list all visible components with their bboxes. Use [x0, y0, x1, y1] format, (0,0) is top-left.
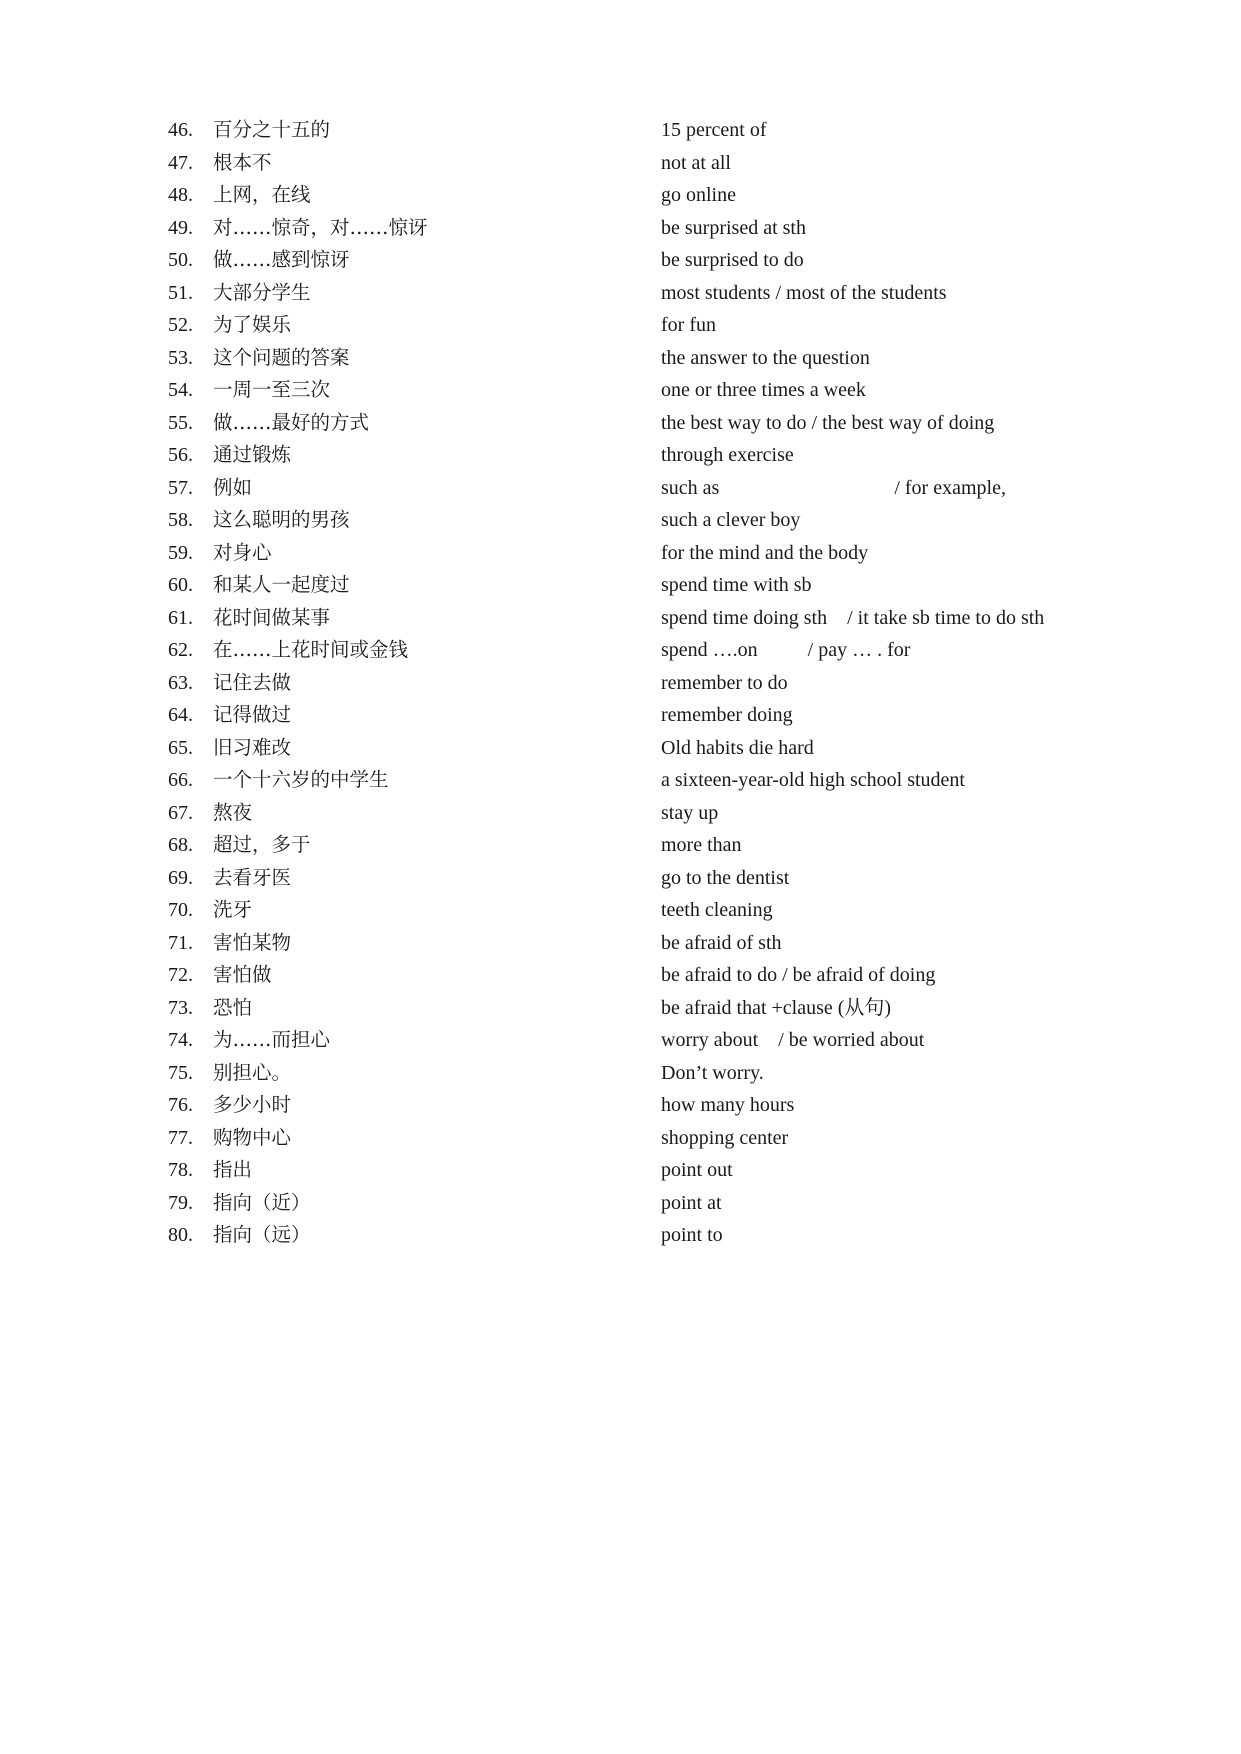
vocabulary-list	[168, 114, 1168, 1252]
chinese-phrase: 例如	[213, 475, 253, 499]
entry-number: 47.	[168, 151, 193, 174]
english-phrase: teeth cleaning	[661, 899, 773, 921]
english-phrase: point out	[661, 1159, 733, 1181]
chinese-phrase: 大部分学生	[213, 280, 311, 304]
vocab-entry	[168, 1154, 1168, 1187]
entry-number: 62.	[168, 639, 193, 661]
english-phrase: remember doing	[661, 704, 793, 726]
english-phrase: such a clever boy	[661, 509, 801, 531]
entry-number: 66.	[168, 769, 193, 791]
entry-number: 74.	[168, 1029, 193, 1051]
entry-number: 63.	[168, 671, 193, 694]
vocab-entry	[168, 114, 1168, 147]
english-phrase: be afraid that +clause (从句)	[661, 996, 892, 1019]
vocab-entry	[168, 147, 1168, 180]
entry-number: 70.	[168, 899, 193, 921]
entry-number: 53.	[168, 346, 193, 369]
vocab-entry	[168, 959, 1168, 992]
chinese-phrase: 记住去做	[213, 670, 292, 694]
english-phrase: go online	[661, 184, 736, 206]
vocab-entry	[168, 667, 1168, 700]
entry-number: 54.	[168, 379, 193, 401]
english-phrase: such as / for example,	[661, 476, 1006, 499]
chinese-phrase: 花时间做某事	[213, 605, 331, 629]
english-phrase: be surprised at sth	[661, 216, 806, 239]
english-phrase: go to the dentist	[661, 866, 790, 889]
entry-number: 55.	[168, 411, 193, 434]
english-phrase: through exercise	[661, 444, 794, 466]
vocab-entry	[168, 764, 1168, 797]
vocab-entry	[168, 1089, 1168, 1122]
vocab-entry	[168, 407, 1168, 440]
chinese-phrase: 旧习难改	[213, 735, 292, 759]
chinese-phrase: 去看牙医	[213, 865, 292, 889]
chinese-phrase: 做……感到惊讶	[213, 248, 350, 271]
vocab-entry	[168, 992, 1168, 1025]
vocab-entry	[168, 504, 1168, 537]
chinese-phrase: 在……上花时间或金钱	[213, 638, 409, 661]
english-phrase: one or three times a week	[661, 379, 866, 401]
entry-number: 48.	[168, 184, 193, 206]
english-phrase: shopping center	[661, 1126, 789, 1149]
vocab-entry	[168, 342, 1168, 375]
vocab-entry	[168, 862, 1168, 895]
vocab-entry	[168, 1057, 1168, 1090]
entry-number: 50.	[168, 249, 193, 271]
entry-number: 79.	[168, 1191, 193, 1214]
chinese-phrase: 百分之十五的	[213, 118, 331, 141]
vocab-entry	[168, 829, 1168, 862]
vocab-entry	[168, 1187, 1168, 1220]
chinese-phrase: 购物中心	[213, 1125, 292, 1149]
entry-number: 69.	[168, 866, 193, 889]
vocab-entry	[168, 537, 1168, 570]
chinese-phrase: 指出	[213, 1158, 253, 1181]
chinese-phrase: 和某人一起度过	[213, 573, 350, 596]
english-phrase: worry about / be worried about	[661, 1029, 925, 1051]
vocab-entry	[168, 212, 1168, 245]
english-phrase: for the mind and the body	[661, 541, 869, 564]
vocab-entry	[168, 179, 1168, 212]
entry-number: 49.	[168, 216, 193, 239]
vocab-entry	[168, 699, 1168, 732]
english-phrase: be surprised to do	[661, 249, 804, 271]
chinese-phrase: 上网，在线	[213, 183, 311, 206]
english-phrase: spend time doing sth / it take sb time to do sth	[661, 606, 1045, 629]
entry-number: 80.	[168, 1224, 193, 1246]
entry-number: 58.	[168, 509, 193, 531]
entry-number: 57.	[168, 476, 193, 499]
english-phrase: point to	[661, 1224, 723, 1246]
chinese-phrase: 这个问题的答案	[213, 345, 350, 369]
english-phrase: Old habits die hard	[661, 736, 814, 759]
chinese-phrase: 记得做过	[213, 703, 292, 726]
chinese-phrase: 为……而担心	[213, 1028, 331, 1051]
english-phrase: a sixteen-year-old high school student	[661, 769, 965, 791]
english-phrase: how many hours	[661, 1094, 795, 1116]
chinese-phrase: 一个十六岁的中学生	[213, 768, 389, 791]
chinese-phrase: 通过锻炼	[213, 443, 292, 466]
chinese-phrase: 对……惊奇，对……惊讶	[213, 215, 428, 239]
entry-number: 75.	[168, 1061, 193, 1084]
vocab-entry	[168, 569, 1168, 602]
vocab-entry	[168, 1219, 1168, 1252]
chinese-phrase: 指向（远）	[213, 1223, 311, 1246]
entry-number: 72.	[168, 964, 193, 986]
chinese-phrase: 超过，多于	[213, 833, 311, 856]
chinese-phrase: 熬夜	[213, 800, 253, 824]
english-phrase: the answer to the question	[661, 346, 870, 369]
english-phrase: remember to do	[661, 671, 788, 694]
vocab-entry	[168, 277, 1168, 310]
vocab-entry	[168, 439, 1168, 472]
chinese-phrase: 对身心	[213, 540, 272, 564]
chinese-phrase: 害怕做	[213, 963, 272, 986]
english-phrase: be afraid to do / be afraid of doing	[661, 964, 936, 986]
vocab-entry	[168, 1024, 1168, 1057]
chinese-phrase: 别担心。	[213, 1060, 292, 1084]
english-phrase: for fun	[661, 314, 716, 336]
english-phrase: be afraid of sth	[661, 931, 782, 954]
chinese-phrase: 洗牙	[213, 898, 253, 921]
chinese-phrase: 一周一至三次	[213, 378, 331, 401]
english-phrase: not at all	[661, 151, 731, 174]
english-phrase: point at	[661, 1191, 722, 1214]
entry-number: 64.	[168, 704, 193, 726]
vocab-entry	[168, 927, 1168, 960]
english-phrase: 15 percent of	[661, 119, 767, 141]
entry-number: 61.	[168, 606, 193, 629]
vocab-entry	[168, 374, 1168, 407]
chinese-phrase: 根本不	[213, 150, 272, 174]
entry-number: 73.	[168, 996, 193, 1019]
entry-number: 68.	[168, 834, 193, 856]
entry-number: 59.	[168, 541, 193, 564]
vocab-entry	[168, 244, 1168, 277]
entry-number: 60.	[168, 574, 193, 596]
english-phrase: stay up	[661, 801, 719, 824]
entry-number: 52.	[168, 314, 193, 336]
vocab-entry	[168, 309, 1168, 342]
english-phrase: Don’t worry.	[661, 1061, 764, 1084]
english-phrase: more than	[661, 834, 742, 856]
vocab-entry	[168, 732, 1168, 765]
english-phrase: most students / most of the students	[661, 281, 947, 304]
english-phrase: the best way to do / the best way of doing	[661, 411, 995, 434]
entry-number: 51.	[168, 281, 193, 304]
entry-number: 76.	[168, 1094, 193, 1116]
entry-number: 67.	[168, 801, 193, 824]
entry-number: 77.	[168, 1126, 193, 1149]
english-phrase: spend time with sb	[661, 574, 812, 596]
chinese-phrase: 恐怕	[213, 995, 253, 1019]
chinese-phrase: 做……最好的方式	[213, 410, 370, 434]
chinese-phrase: 害怕某物	[213, 930, 292, 954]
chinese-phrase: 这么聪明的男孩	[213, 508, 350, 531]
vocab-entry	[168, 1122, 1168, 1155]
chinese-phrase: 多少小时	[213, 1093, 292, 1116]
vocab-entry	[168, 894, 1168, 927]
vocab-entry	[168, 797, 1168, 830]
entry-number: 46.	[168, 119, 193, 141]
vocab-entry	[168, 472, 1168, 505]
english-phrase: spend ….on / pay … . for	[661, 639, 911, 661]
entry-number: 71.	[168, 931, 193, 954]
entry-number: 65.	[168, 736, 193, 759]
vocab-entry	[168, 602, 1168, 635]
chinese-phrase: 指向（近）	[213, 1190, 311, 1214]
entry-number: 56.	[168, 444, 193, 466]
chinese-phrase: 为了娱乐	[213, 313, 292, 336]
entry-number: 78.	[168, 1159, 193, 1181]
vocab-entry	[168, 634, 1168, 667]
